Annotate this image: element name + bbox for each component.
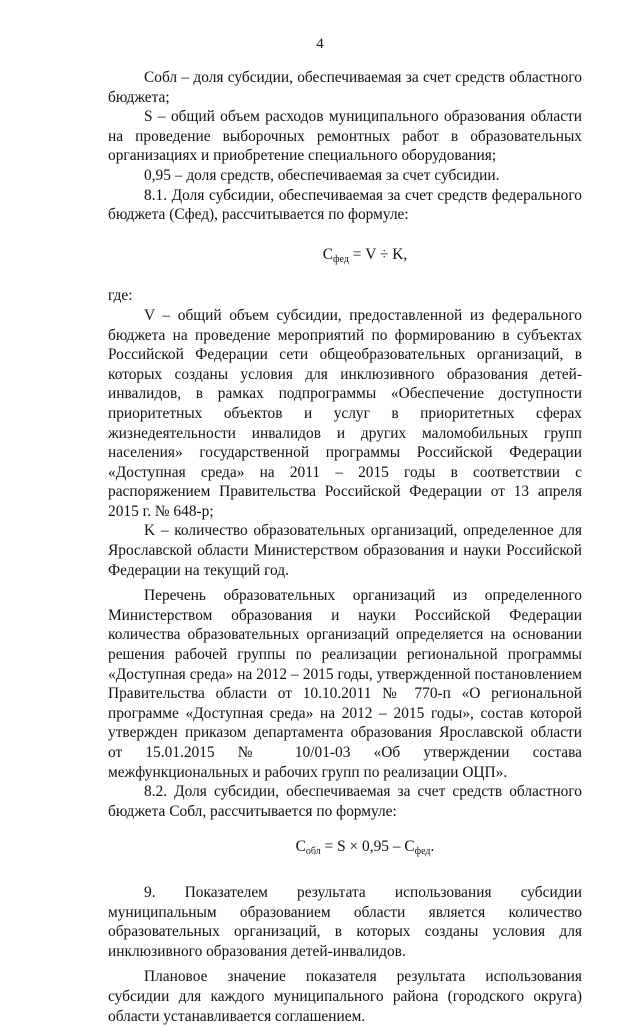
formula-c-obl-fed-subscript: фед [414,846,431,858]
document-body [108,68,582,1026]
formula-c-fed-symbol: С [322,245,334,263]
formula-c-fed-subscript: фед [333,253,349,265]
paragraph-k-definition: K – количество образовательных организаций, определенное для Ярославской области Министерством образования и науки Российской Федерации на текущий год. [108,522,582,579]
formula-c-obl-fed-symbol: С [404,838,415,856]
formula-c-obl-expression: = S × 0,95 – [320,838,405,856]
page-number: 4 [316,36,324,52]
formula-c-obl-symbol: С [295,838,306,856]
paragraph-c-obl-definition: Собл – доля субсидии, обеспечиваемая за счет средств областного бюджета; [108,69,582,106]
formula-c-fed-expression: = V ÷ K, [348,245,408,263]
paragraph-8-2: 8.2. Доля субсидии, обеспечиваемая за счет средств областного бюджета Собл, рассчитывается по формуле: [108,783,582,820]
formula-c-obl-end: . [430,838,435,856]
formula-c-fed [108,245,582,265]
paragraph-organizations-list: Перечень образовательных организаций из определенного Министерством образования и науки Российской Федерации количества образовательных организаций определяется на основании решения рабочей группы по реализации региональной программы «Доступная среда» на 2012 – 2015 годы, утвержденной постановлением Правительства области от 10.10.2011 № 770-п «О региональной программе «Доступная среда» на 2012 – 2015 годы», состав которой утвержден приказом департамента образования Ярославской области от 15.01.2015 № 10/01-03 «Об утверждении состава межфункциональных и рабочих групп по реализации ОЦП». [108,587,582,781]
paragraph-s-definition: S – общий объем расходов муниципального образования области на проведение выборочных ремонтных работ в образовательных организациях и приобретение специального оборудования; [108,108,582,165]
formula-c-obl [108,837,582,857]
paragraph-v-definition: V – общий объем субсидии, предоставленной из федерального бюджета на проведение мероприятий по формированию в субъектах Российской Федерации сети общеобразовательных организаций, в которых созданы условия для инклюзивного образования детей-инвалидов, в рамках подпрограммы «Обеспечение доступности приоритетных объектов и услуг в приоритетных сферах жизнедеятельности инвалидов и других маломобильных групп населения» государственной программы Российской Федерации «Доступная среда» на 2011 – 2015 годы в соответствии с распоряжением Правительства Российской Федерации от 13 апреля 2015 г. № 648-р; [108,306,582,520]
formula-c-obl-subscript: обл [305,846,321,858]
paragraph-8-1: 8.1. Доля субсидии, обеспечиваемая за счет средств федерального бюджета (Сфед), рассчитывается по формуле: [108,186,582,224]
where-label: где: [108,287,133,305]
paragraph-planned-value: Плановое значение показателя результата использования субсидии для каждого муниципального района (городского округа) области устанавливается соглашением. [108,968,582,1025]
paragraph-095-definition: 0,95 – доля средств, обеспечиваемая за счет субсидии. [144,166,500,184]
paragraph-9: 9. Показателем результата использования субсидии муниципальным образованием области является количество образовательных организаций, в которых созданы условия для инклюзивного образования детей-инвалидов. [108,883,582,960]
